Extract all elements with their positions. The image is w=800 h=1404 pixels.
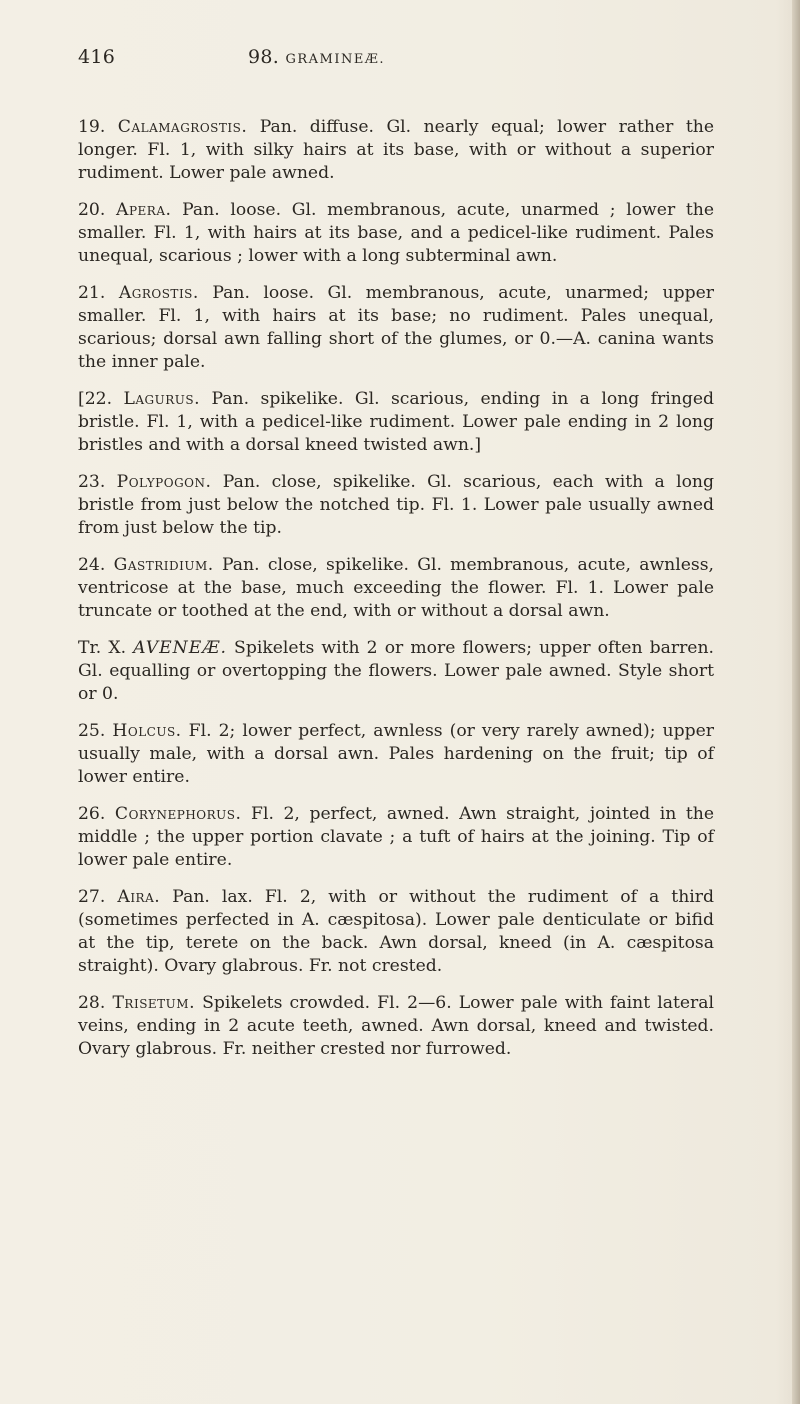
family-name: GRAMINEÆ.	[285, 52, 385, 67]
tribe-name: AVENEÆ.	[133, 638, 227, 658]
entry-description: Pan. spikelike. Gl. scarious, ending in a long fringed bristle. Fl. 1, with a pedicel-like rudiment. Lower pale ending in 2 long bristles and with a dorsal kneed twisted awn.]	[78, 389, 714, 455]
genus-name: Agrostis.	[118, 283, 199, 303]
entry-number: 28.	[78, 993, 106, 1013]
entry-number: 19.	[78, 117, 106, 137]
tribe-number: Tr. X.	[78, 638, 127, 658]
running-title	[248, 46, 385, 68]
entry-description: Pan. loose. Gl. membranous, acute, unarmed ; lower the smaller. Fl. 1, with hairs at its base, and a pedicel-like rudiment. Pales unequal, scarious ; lower with a long subterminal awn.	[78, 200, 714, 266]
family-number: 98.	[248, 46, 280, 68]
genus-name: Gastridium.	[113, 555, 214, 575]
genus-entry	[78, 199, 714, 268]
entry-description: Fl. 2; lower perfect, awnless (or very rarely awned); upper usually male, with a dorsal awn. Pales hardening on the fruit; tip of lower entire.	[78, 721, 714, 787]
genus-entry	[78, 992, 714, 1061]
genus-entry	[78, 554, 714, 623]
key-text	[78, 116, 714, 1075]
genus-name: Calamagrostis.	[117, 117, 248, 137]
entry-number: 23.	[78, 472, 106, 492]
genus-name: Trisetum.	[112, 993, 196, 1013]
genus-name: Aira.	[117, 887, 161, 907]
page-edge	[792, 0, 800, 1404]
entry-description: Pan. lax. Fl. 2, with or without the rudiment of a third (sometimes perfected in A. cæspitosa). Lower pale denticulate or bifid at the tip, terete on the back. Awn dorsal, kneed (in A. cæspitosa straight). Ovary glabrous. Fr. not crested.	[78, 887, 714, 976]
entry-description: Pan. close, spikelike. Gl. membranous, acute, awnless, ventricose at the base, much exceeding the flower. Fl. 1. Lower pale truncate or toothed at the end, with or without a dorsal awn.	[78, 555, 714, 621]
genus-entry	[78, 803, 714, 872]
genus-entry	[78, 388, 714, 457]
entry-description: Pan. diffuse. Gl. nearly equal; lower rather the longer. Fl. 1, with silky hairs at its base, with or without a superior rudiment. Lower pale awned.	[78, 117, 714, 183]
genus-entry	[78, 471, 714, 540]
entry-description: Spikelets crowded. Fl. 2—6. Lower pale with faint lateral veins, ending in 2 acute teeth, awned. Awn dorsal, kneed and twisted. Ovary glabrous. Fr. neither crested nor furrowed.	[78, 993, 715, 1059]
genus-name: Holcus.	[112, 721, 182, 741]
page-number: 416	[78, 46, 116, 68]
entry-number: 20.	[78, 200, 106, 220]
genus-name: Polypogon.	[116, 472, 212, 492]
entry-description: Pan. loose. Gl. membranous, acute, unarmed; upper smaller. Fl. 1, with hairs at its base; no rudiment. Pales unequal, scarious; dorsal awn falling short of the glumes, or 0.—A. canina wants the inner pale.	[78, 283, 715, 372]
entry-number: [22.	[78, 389, 113, 409]
genus-name: Lagurus.	[123, 389, 201, 409]
entry-description: Fl. 2, perfect, awned. Awn straight, jointed in the middle ; the upper portion clavate ; a tuft of hairs at the joining. Tip of lower pale entire.	[78, 804, 714, 870]
genus-name: Apera.	[116, 200, 172, 220]
entry-number: 26.	[78, 804, 106, 824]
genus-entry	[78, 720, 714, 789]
entry-number: 27.	[78, 887, 106, 907]
entry-description: Spikelets with 2 or more flowers; upper often barren. Gl. equalling or overtopping the flowers. Lower pale awned. Style short or 0.	[78, 638, 715, 704]
entry-number: 21.	[78, 283, 106, 303]
genus-entry	[78, 282, 714, 374]
genus-entry	[78, 886, 714, 978]
page-header	[78, 46, 718, 76]
entry-number: 24.	[78, 555, 106, 575]
entry-description: Pan. close, spikelike. Gl. scarious, each with a long bristle from just below the notched tip. Fl. 1. Lower pale usually awned from just below the tip.	[78, 472, 714, 538]
genus-name: Corynephorus.	[114, 804, 242, 824]
tribe-entry	[78, 637, 714, 706]
genus-entry	[78, 116, 714, 185]
entry-number: 25.	[78, 721, 106, 741]
